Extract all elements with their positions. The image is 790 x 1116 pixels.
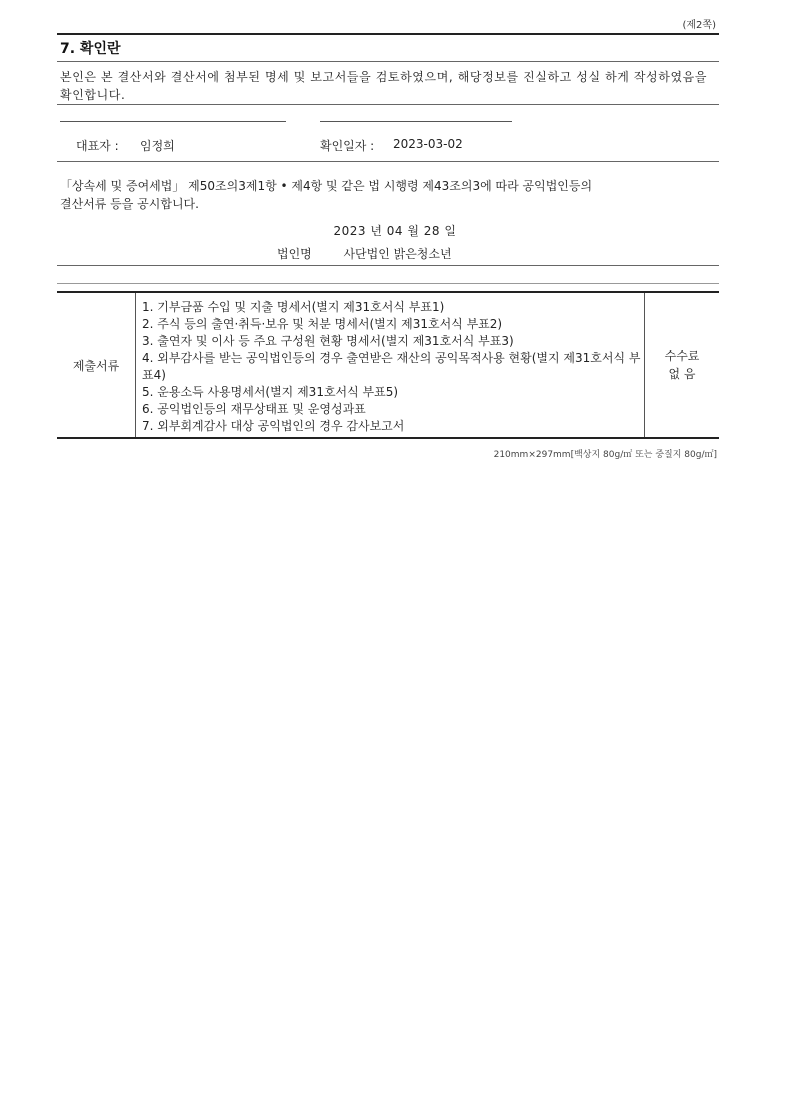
corporation-name: 사단법인 밝은청소년 — [343, 247, 452, 261]
submission-label: 제출서류 — [57, 292, 136, 438]
submission-item: 2. 주식 등의 출연·취득·보유 및 처분 명세서(별지 제31호서식 부표2) — [142, 317, 503, 331]
top-rule — [57, 33, 719, 35]
publication-date: 2023 년 04 월 28 일 — [333, 224, 457, 238]
representative-name: 임정희 — [140, 139, 175, 153]
signature-line-right — [320, 121, 512, 122]
section-title: 7. 확인란 — [60, 41, 121, 57]
statement-divider — [57, 104, 719, 105]
disclosure-line-2: 결산서류 등을 공시합니다. — [60, 197, 199, 211]
submission-list — [136, 292, 645, 438]
spacer-divider — [57, 283, 719, 284]
paper-size-note: 210mm×297mm[백상지 80g/㎡ 또는 중질지 80g/㎡] — [493, 450, 717, 460]
submission-item: 6. 공익법인등의 재무상태표 및 운영성과표 — [142, 402, 366, 416]
fee-cell — [645, 292, 720, 438]
disclosure-text — [60, 177, 710, 213]
submission-item: 4. 외부감사를 받는 공익법인등의 경우 출연받은 재산의 공익목적사용 현황(별지 제31호서식 부표4) — [142, 351, 641, 382]
submission-item: 7. 외부회계감사 대상 공익법인의 경우 감사보고서 — [142, 419, 405, 433]
disclosure-line-1: 「상속세 및 증여세법」 제50조의3제1항 • 제4항 및 같은 법 시행령 제43조의3에 따라 공익법인등의 — [60, 179, 593, 193]
submission-item: 1. 기부금품 수입 및 지출 명세서(별지 제31호서식 부표1) — [142, 300, 445, 314]
confirm-date-label: 확인일자 : — [320, 139, 375, 153]
signature-divider — [57, 161, 719, 162]
signature-line-left — [60, 121, 286, 122]
submission-table — [57, 291, 719, 439]
fee-label: 수수료 — [664, 349, 700, 363]
confirmation-statement: 본인은 본 결산서와 결산서에 첨부된 명세 및 보고서들을 검토하였으며, 해당정보를 진실하고 성실 하게 작성하였음을 확인합니다. — [60, 70, 708, 102]
corporation-divider — [57, 265, 719, 266]
corporation-row — [277, 245, 452, 262]
page-number: (제2쪽) — [682, 20, 716, 31]
representative-label: 대표자 : — [76, 139, 119, 153]
submission-item: 5. 운용소득 사용명세서(별지 제31호서식 부표5) — [142, 385, 399, 399]
title-divider — [57, 61, 719, 62]
confirm-date: 2023-03-02 — [393, 137, 463, 151]
corporation-label: 법인명 — [277, 247, 312, 261]
fee-value: 없 음 — [668, 367, 696, 381]
submission-item: 3. 출연자 및 이사 등 주요 구성원 현황 명세서(별지 제31호서식 부표3) — [142, 334, 514, 348]
